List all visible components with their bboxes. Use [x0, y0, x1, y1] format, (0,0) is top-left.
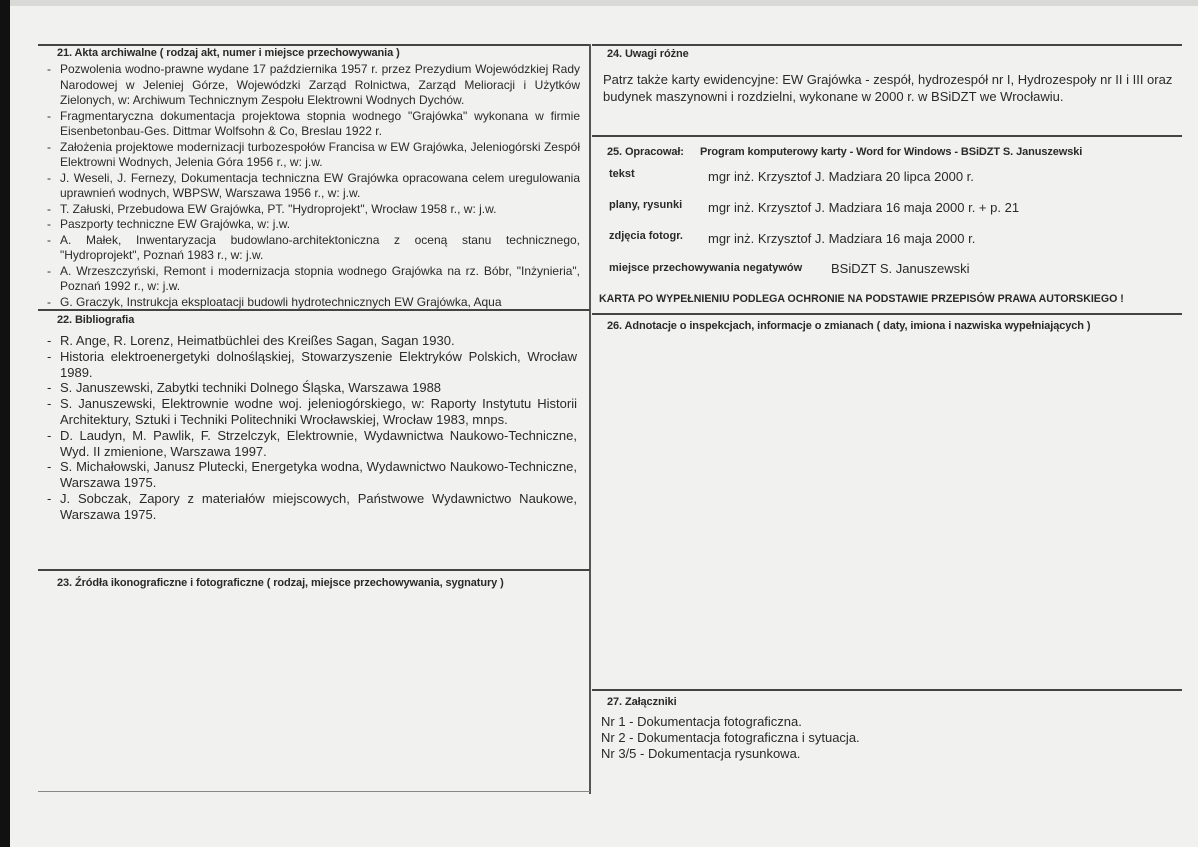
- row-label: tekst: [609, 168, 635, 180]
- section-26-heading: 26. Adnotacje o inspekcjach, informacje o zmianach ( daty, imiona i nazwiska wypełniających ): [607, 320, 1091, 332]
- list-item: Nr 3/5 - Dokumentacja rysunkowa.: [601, 746, 801, 761]
- list-item: - D. Laudyn, M. Pawlik, F. Strzelczyk, Elektrownie, Wydawnictwa Naukowo-Techniczne, Wyd. II zmienione, Warszawa 1997.: [47, 427, 577, 459]
- list-item: - R. Ange, R. Lorenz, Heimatbüchlei des Kreißes Sagan, Sagan 1930.: [47, 333, 455, 348]
- section-23-heading: 23. Źródła ikonograficzne i fotograficzne ( rodzaj, miejsce przechowywania, sygnatury ): [57, 577, 504, 589]
- list-item: - S. Januszewski, Zabytki techniki Dolnego Śląska, Warszawa 1988: [47, 380, 442, 396]
- section-21-heading: 21. Akta archiwalne ( rodzaj akt, numer i miejsce przechowywania ): [57, 47, 400, 59]
- scan-left-edge: [0, 0, 10, 847]
- divider-22-23: [38, 569, 590, 571]
- row-value: mgr inż. Krzysztof J. Madziara 20 lipca 2000 r.: [708, 169, 974, 184]
- list-item: Nr 2 - Dokumentacja fotograficzna i sytuacja.: [601, 730, 860, 745]
- top-border-right: [592, 44, 1182, 46]
- list-item: - Paszporty techniczne EW Grajówka, w: j.w.: [47, 217, 291, 231]
- row-value: mgr inż. Krzysztof J. Madziara 16 maja 2000 r.: [708, 231, 976, 246]
- list-item: - A. Małek, Inwentaryzacja budowlano-architektoniczna z oceną stanu technicznego, "Hydroprojekt", Poznań 1983 r., w: j.w.: [47, 232, 580, 262]
- copyright-notice: KARTA PO WYPEŁNIENIU PODLEGA OCHRONIE NA PODSTAWIE PRZEPISÓW PRAWA AUTORSKIEGO !: [599, 293, 1124, 305]
- list-item: - Historia elektroenergetyki dolnośląskiej, Stowarzyszenie Elektryków Polskich, Wrocław 1989.: [47, 348, 577, 380]
- list-item: - G. Graczyk, Instrukcja eksploatacji budowli hydrotechnicznych EW Grajówka, Aqua: [47, 294, 502, 309]
- row-label: miejsce przechowywania negatywów: [609, 262, 803, 274]
- section-21-list: [47, 62, 580, 309]
- list-item: Nr 1 - Dokumentacja fotograficzna.: [601, 714, 802, 729]
- list-item: - Pozwolenia wodno-prawne wydane 17 października 1957 r. przez Prezydium Wojewódzkiej Rady Narodowej w Jeleniej Górze, Wojewódzki Zarząd Rolnictwa, Zarząd Melioracji i Użytków Zielonych, w: Archiwum Technicznym Zespołu Elektrowni Wodnych Dychów.: [47, 62, 580, 107]
- list-item: - Fragmentaryczna dokumentacja projektowa stopnia wodnego "Grajówka" wykonana w firmie Eisenbetonbau-Ges. Dittmar Wolfsohn & Co, Breslau 1922 r.: [47, 108, 580, 138]
- section-25-program: Program komputerowy karty - Word for Windows - BSiDZT S. Januszewski: [700, 146, 1083, 158]
- row-value: BSiDZT S. Januszewski: [831, 261, 970, 276]
- row-value: mgr inż. Krzysztof J. Madziara 16 maja 2000 r. + p. 21: [708, 200, 1020, 215]
- row-label: plany, rysunki: [609, 199, 683, 211]
- divider-24-25: [592, 135, 1182, 137]
- section-27-heading: 27. Załączniki: [607, 696, 677, 708]
- paper-top-edge: [0, 0, 1198, 6]
- list-item: - A. Wrzeszczyński, Remont i modernizacja stopnia wodnego Grajówka na rz. Bóbr, "Inżynieria", Poznań 1992 r., w: j.w.: [47, 263, 580, 293]
- section-24-heading: 24. Uwagi różne: [607, 48, 689, 60]
- list-item: - Założenia projektowe modernizacji turbozespołów Francisa w EW Grajówka, Jeleniogórski Zespół Elektrowni Wodnych, Jelenia Góra 1956 r., w: j.w.: [47, 139, 580, 169]
- section-24-text: Patrz także karty ewidencyjne: EW Grajówka - zespół, hydrozespół nr I, Hydrozespoły nr II i III oraz budynek maszynowni i rozdzielni, wykonane w 2000 r. w BSiDZT we Wrocławiu.: [603, 72, 1173, 104]
- list-item: - T. Załuski, Przebudowa EW Grajówka, PT. "Hydroprojekt", Wrocław 1958 r., w: j.w.: [47, 201, 497, 216]
- divider-26-27: [592, 689, 1182, 691]
- bottom-border: [38, 791, 590, 792]
- list-item: - S. Michałowski, Janusz Plutecki, Energetyka wodna, Wydawnictwo Naukowo-Techniczne, Warszawa 1975.: [47, 459, 577, 491]
- section-27-list: [601, 714, 860, 762]
- top-border-left: [38, 44, 590, 46]
- list-item: - J. Sobczak, Zapory z materiałów miejscowych, Państwowe Wydawnictwo Naukowe, Warszawa 1975.: [47, 490, 577, 522]
- row-label: zdjęcia fotogr.: [609, 230, 683, 242]
- list-item: - J. Weseli, J. Fernezy, Dokumentacja techniczna EW Grajówka opracowana celem uregulowania uprawnień wodnych, WBPSW, Warszawa 1956 r., w: j.w.: [47, 170, 580, 200]
- section-22-list: [47, 333, 577, 523]
- section-25-heading: 25. Opracował:: [607, 146, 684, 158]
- section-22-heading: 22. Bibliografia: [57, 314, 135, 326]
- list-item: - S. Januszewski, Elektrownie wodne woj. jeleniogórskiego, w: Raporty Instytutu Historii Architektury, Sztuki i Techniki Politechniki Wrocławskiej, Wrocław 1983, mnps.: [47, 396, 577, 427]
- center-divider: [589, 44, 591, 794]
- divider-25-26: [592, 313, 1182, 315]
